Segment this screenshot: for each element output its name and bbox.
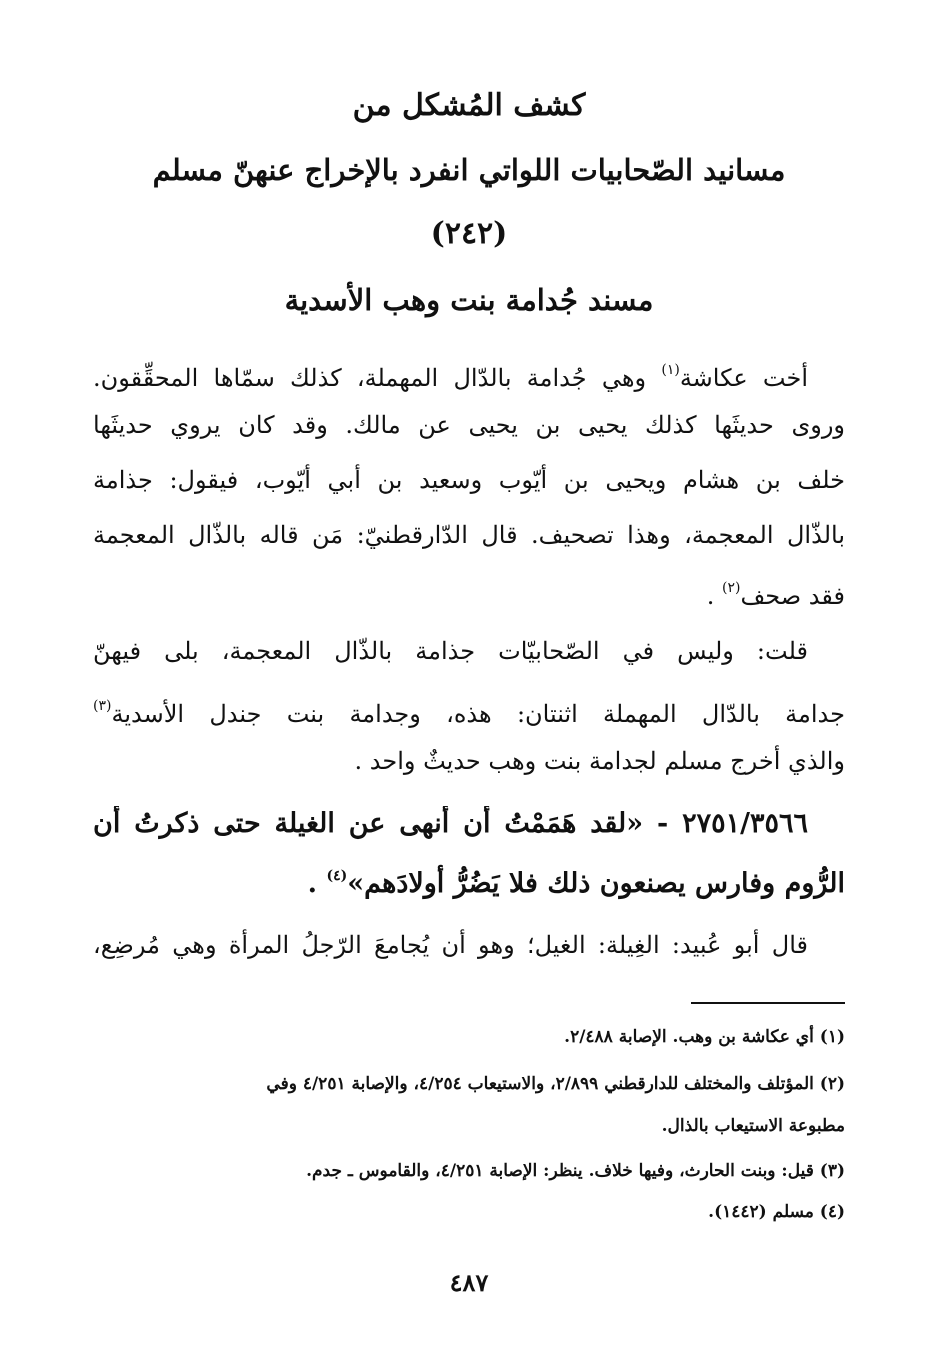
- paragraph-line: خلف بن هشام ويحيى بن أيّوب وسعيد بن أبي أيّوب، فيقول: جذامة: [93, 466, 845, 494]
- footnote-ref[interactable]: (٤): [326, 868, 348, 884]
- paragraph-line: والذي أخرج مسلم لجدامة بنت وهب حديثٌ واحد .: [354, 747, 845, 775]
- section-number: (٢٤٢): [430, 216, 508, 251]
- paragraph-line: وروى حديثَها كذلك يحيى بن يحيى عن مالك. وقد كان يروي حديثَها: [93, 411, 845, 439]
- footnote: مطبوعة الاستيعاب بالذال.: [661, 1116, 845, 1136]
- footnote: (٤) مسلم (١٤٤٢).: [708, 1202, 845, 1222]
- footnote: (٢) المؤتلف والمختلف للدارقطني ٢/٨٩٩، والاستيعاب ٤/٢٥٤، والإصابة ٤/٢٥١ وفي: [266, 1074, 845, 1094]
- page-number: ٤٨٧: [449, 1268, 489, 1297]
- paragraph-line: فقد صحف$^{(٢)}$ .: [706, 580, 845, 610]
- footnote-ref[interactable]: (٢): [721, 580, 741, 596]
- footnote-divider: [691, 1002, 845, 1004]
- footnote-ref[interactable]: (٣): [93, 698, 112, 714]
- footnote: (٣) قيل: وبنت الحارث، وفيها خلاف. ينظر: الإصابة ٤/٢٥١، والقاموس ـ جدم.: [306, 1161, 845, 1181]
- hadith-line: الرُّوم وفارس يصنعون ذلك فلا يَضُرُّ أولادَهم»$^{(٤)}$ .: [307, 868, 845, 899]
- paragraph-line: أخت عكاشة$^{(١)}$ وهي جُدامة بالدّال المهملة، كذلك سمّاها المحقِّقون.: [93, 362, 808, 392]
- footnote-ref[interactable]: (١): [661, 362, 680, 378]
- paragraph-line: بالذّال المعجمة، وهذا تصحيف. قال الدّارقطنيّ: مَن قاله بالذّال المعجمة: [93, 521, 845, 549]
- page-subtitle: مسانيد الصّحابيات اللواتي انفرد بالإخراج عنهنّ مسلم: [152, 153, 786, 187]
- page-title: كشف المُشكل من: [352, 88, 586, 123]
- paragraph-line: قال أبو عُبيد: الغِيلة: الغيل؛ وهو أن يُجامعَ الرّجلُ المرأة وهي مُرضِع،: [93, 931, 808, 959]
- hadith-line: ٢٧٥١/٣٥٦٦ - «لقد هَمَمْتُ أن أنهى عن الغيلة حتى ذكرتُ أن: [93, 808, 808, 839]
- paragraph-line: جدامة بالدّال المهملة اثنتان: هذه، وجدامة بنت جندل الأسدية$^{(٣)}$: [93, 698, 845, 728]
- paragraph-line: قلت: وليس في الصّحابيّات جذامة بالذّال المعجمة، بلى فيهنّ: [93, 637, 808, 665]
- section-heading: مسند جُدامة بنت وهب الأسدية: [284, 283, 654, 317]
- footnote: (١) أي عكاشة بن وهب. الإصابة ٢/٤٨٨.: [564, 1027, 845, 1047]
